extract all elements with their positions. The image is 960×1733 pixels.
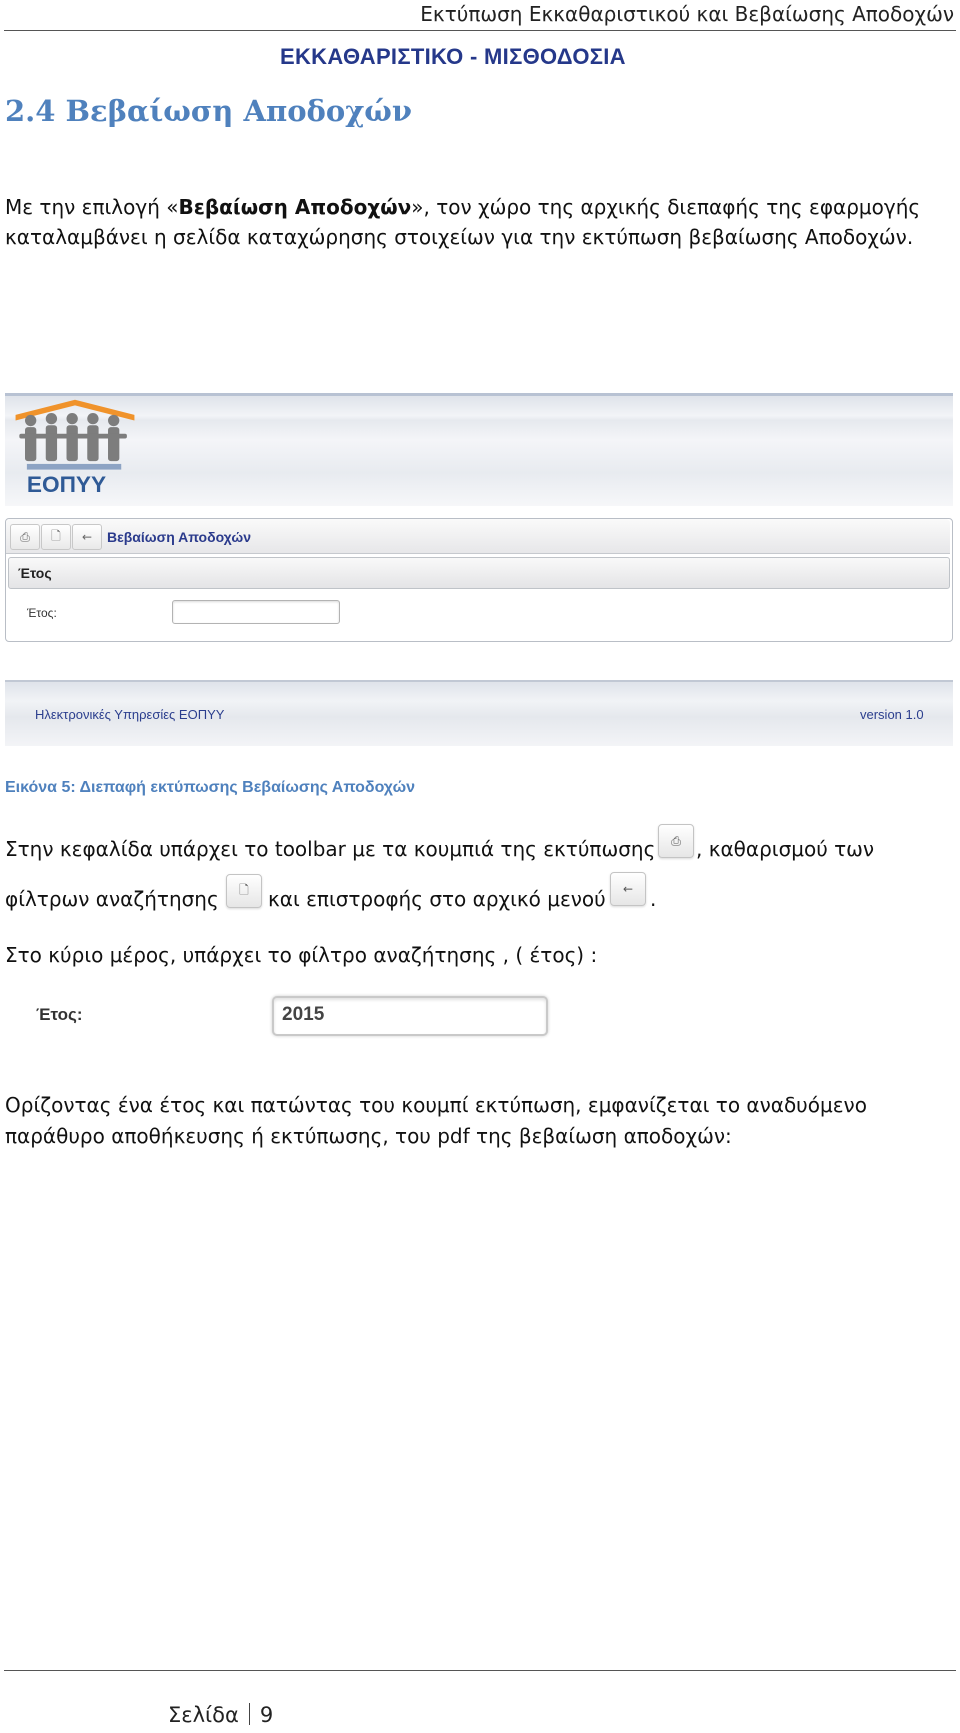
closing-line-2: παράθυρο αποθήκευσης ή εκτύπωσης, του pdf της βεβαίωση αποδοχών: <box>5 1124 732 1148</box>
footer-version: version 1.0 <box>860 707 924 722</box>
intro-bold-text: Βεβαίωση Αποδοχών <box>178 195 412 219</box>
inline-clear-button <box>226 874 262 908</box>
section-title: 2.4 Βεβαίωση Αποδοχών <box>5 94 413 128</box>
inline-back-button <box>610 872 646 906</box>
inline-print-button <box>658 824 694 858</box>
filter-header[interactable] <box>8 557 950 589</box>
intro-line-2: καταλαμβάνει η σελίδα καταχώρησης στοιχείων για την εκτύπωση βεβαίωσης Αποδοχών. <box>5 225 914 249</box>
print-button[interactable] <box>10 524 40 550</box>
closing-line-1: Ορίζοντας ένα έτος και πατώντας του κουμπί εκτύπωση, εμφανίζεται το αναδυόμενο <box>5 1093 867 1117</box>
page-number-value: 9 <box>259 1703 274 1727</box>
toolbar-para-line-2-mid: και επιστροφής στο αρχικό μενού <box>268 887 606 911</box>
document-icon: 🗋 <box>239 882 249 897</box>
toolbar-para-line-2: φίλτρων αναζήτησης <box>5 887 219 911</box>
arrow-left-icon: ← <box>81 530 93 544</box>
banner-title: ΕΚΚΑΘΑΡΙΣΤΙΚΟ - ΜΙΣΘΟΔΟΣΙΑ <box>280 44 626 69</box>
intro-text: Με την επιλογή « <box>5 195 179 219</box>
printer-icon: ⎙ <box>671 833 681 848</box>
year-label: Έτος: <box>27 606 57 620</box>
printer-icon: ⎙ <box>20 529 30 544</box>
page-number <box>168 1703 273 1727</box>
document-icon: 🗋 <box>51 528 61 543</box>
running-header: Εκτύπωση Εκκαθαριστικού και Βεβαίωσης Αποδοχών <box>420 2 954 26</box>
arrow-left-icon: ← <box>622 882 634 896</box>
intro-text: », τον χώρο της αρχικής διεπαφής της εφαρμογής <box>411 195 921 219</box>
figure-caption: Εικόνα 5: Διεπαφή εκτύπωσης Βεβαίωσης Αποδοχών <box>5 779 416 796</box>
toolbar-para-line-1-end: , καθαρισμού των <box>696 837 875 861</box>
filter-header-label: Έτος <box>18 565 52 581</box>
page-separator <box>249 1703 250 1725</box>
main-para: Στο κύριο μέρος, υπάρχει το φίλτρο αναζήτησης , ( έτος) : <box>5 943 598 967</box>
back-button[interactable] <box>72 524 102 550</box>
example-year-input[interactable]: 2015 <box>272 996 548 1036</box>
toolbar-para-line-2-end: . <box>650 887 657 911</box>
clear-filters-button[interactable] <box>41 524 71 550</box>
app-banner <box>5 393 953 506</box>
year-input[interactable] <box>172 600 340 624</box>
footer-services-text: Ηλεκτρονικές Υπηρεσίες ΕΟΠΥΥ <box>35 707 225 722</box>
example-year-label: Έτος: <box>36 1005 83 1024</box>
toolbar-title: Βεβαίωση Αποδοχών <box>107 529 252 545</box>
footer-rule <box>4 1670 956 1671</box>
toolbar-para-line-1: Στην κεφαλίδα υπάρχει το toolbar με τα κουμπιά της εκτύπωσης <box>5 837 656 861</box>
eopyy-logo <box>10 396 140 496</box>
intro-line-1 <box>5 192 920 222</box>
logo-text: ΕΟΠΥΥ <box>26 472 107 496</box>
header-rule <box>4 30 956 31</box>
page-label: Σελίδα <box>168 1703 239 1727</box>
